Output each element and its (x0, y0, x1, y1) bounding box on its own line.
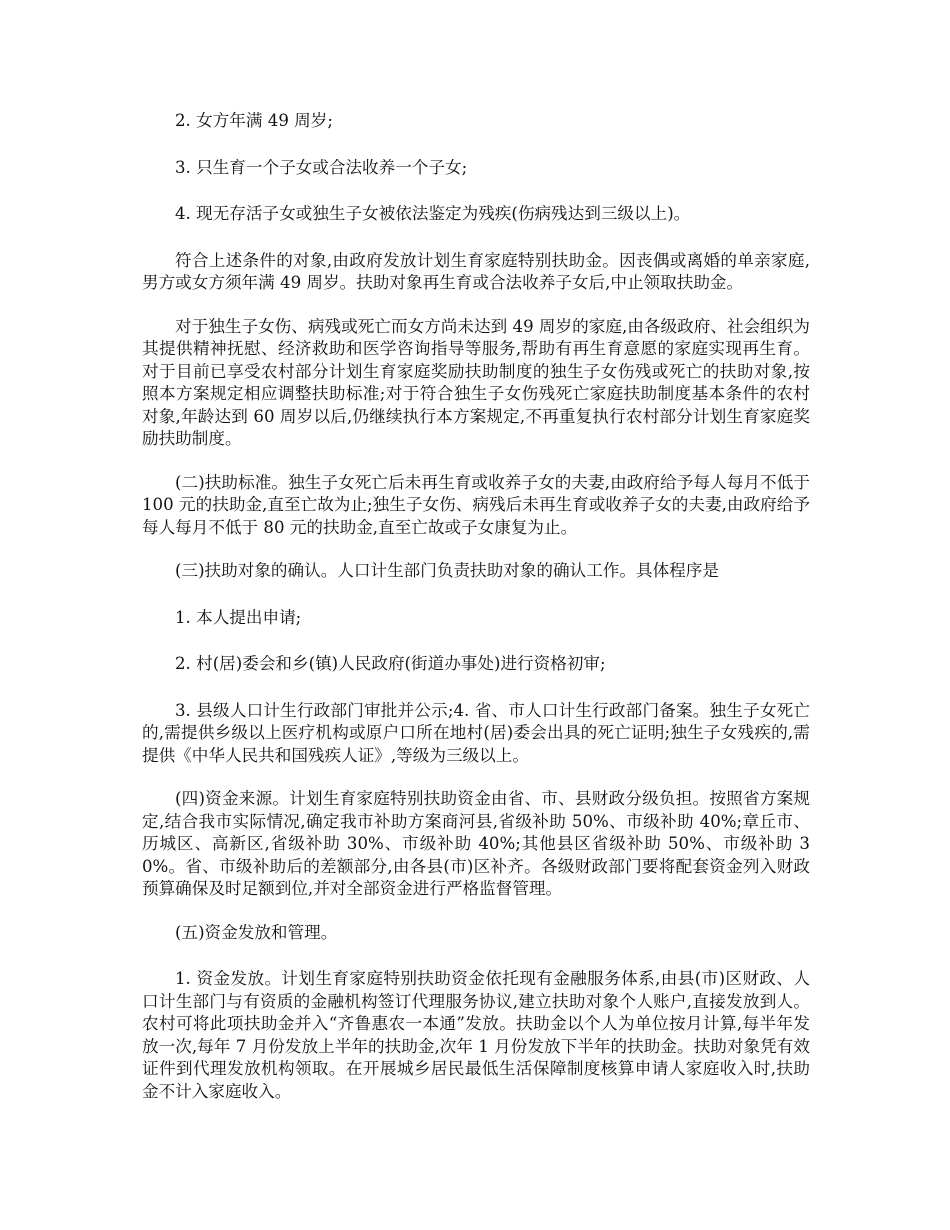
paragraph-step-3: 3. 县级人口计生行政部门审批并公示;4. 省、市人口计生行政部门备案。独生子女死亡的,需提供乡级以上医疗机构或原户口所在地村(居)委会出具的死亡证明;独生子女残疾的,需提供《中华人民共和国残疾人证》,等级为三级以上。 (142, 700, 810, 765)
paragraph-condition-3: 3. 只生育一个子女或合法收养一个子女; (175, 157, 468, 177)
paragraph-condition-2: 2. 女方年满 49 周岁; (175, 111, 333, 130)
paragraph-management: (五)资金发放和管理。 (175, 922, 338, 942)
paragraph-condition-4: 4. 现无存活子女或独生子女被依法鉴定为残疾(伤病残达到三级以上)。 (175, 204, 691, 223)
paragraph-under-49: 对于独生子女伤、病残或死亡而女方尚未达到 49 周岁的家庭,由各级政府、社会组织为其提供精神抚慰、经济救助和医学咨询指导等服务,帮助有再生育意愿的家庭实现再生育。对于目前已享受农村部分计划生育家庭奖励扶助制度的独生子女伤残或死亡的扶助对象,按照本方案规定相应调整扶助标准;对于符合独生子女伤残死亡家庭扶助制度基本条件的农村对象,年龄达到 60 周岁以后,仍继续执行本方案规定,不再重复执行农村部分计划生育家庭奖励扶助制度。 (142, 316, 810, 448)
paragraph-confirmation: (三)扶助对象的确认。人口计生部门负责扶助对象的确认工作。具体程序是 (175, 561, 719, 580)
paragraph-eligibility: 符合上述条件的对象,由政府发放计划生育家庭特别扶助金。因丧偶或离婚的单亲家庭,男方或女方须年满 49 周岁。扶助对象再生育或合法收养子女后,中止领取扶助金。 (142, 250, 810, 292)
document-body (142, 110, 810, 1124)
paragraph-funding: (四)资金来源。计划生育家庭特别扶助资金由省、市、县财政分级负担。按照省方案规定,结合我市实际情况,确定我市补助方案商河县,省级补助 50%、市级补助 40%;章丘市、历城区、高新区,省级补助 30%、市级补助 40%;其他县区省级补助 50%、市级补助 30%。省、市级补助后的差额部分,由各县(市)区补齐。各级财政部门要将配套资金列入财政预算确保及时足额到位,并对全部资金进行严格监督管理。 (142, 789, 810, 898)
paragraph-standard: (二)扶助标准。独生子女死亡后未再生育或收养子女的夫妻,由政府给予每人每月不低于 100 元的扶助金,直至亡故为止;独生子女伤、病残后未再生育或收养子女的夫妻,由政府给予每人每月不低于 80 元的扶助金,直至亡故或子女康复为止。 (142, 472, 810, 537)
paragraph-step-1: 1. 本人提出申请; (175, 607, 302, 627)
paragraph-step-2: 2. 村(居)委会和乡(镇)人民政府(街道办事处)进行资格初审; (175, 654, 606, 673)
paragraph-distribution: 1. 资金发放。计划生育家庭特别扶助资金依托现有金融服务体系,由县(市)区财政、人口计生部门与有资质的金融机构签订代理服务协议,建立扶助对象个人账户,直接发放到人。农村可将此项扶助金并入“齐鲁惠农一本通”发放。扶助金以个人为单位按月计算,每半年发放一次,每年 7 月份发放上半年的扶助金,次年 1 月份发放下半年的扶助金。扶助对象凭有效证件到代理发放机构领取。在开展城乡居民最低生活保障制度核算申请人家庭收入时,扶助金不计入家庭收入。 (142, 969, 810, 1101)
